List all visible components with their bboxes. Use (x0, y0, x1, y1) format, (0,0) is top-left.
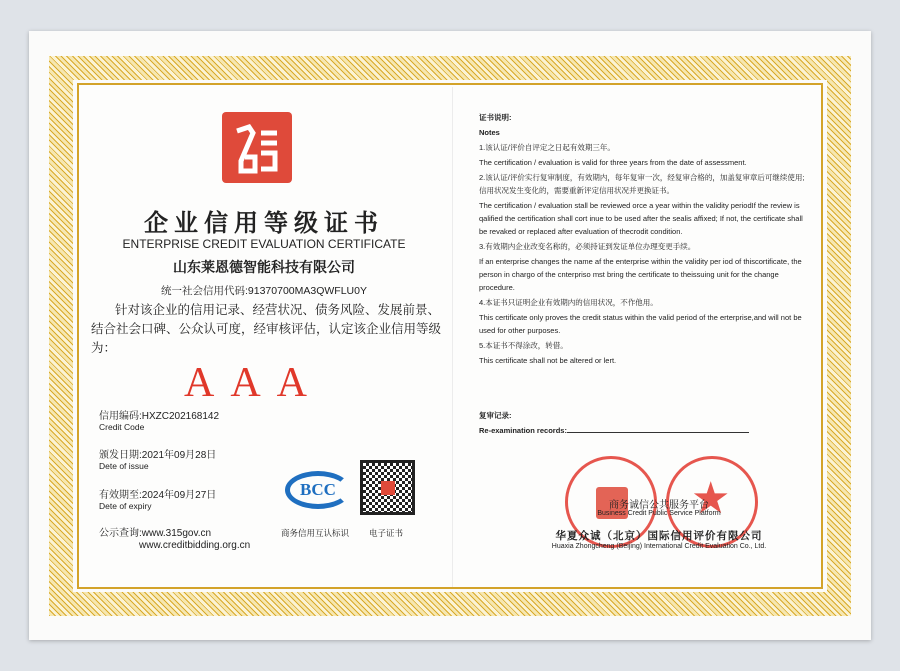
statement (91, 301, 441, 358)
note: 1.该认证/评价自评定之日起有效期三年。 (479, 143, 615, 152)
note: 3.有效期内企业改变名称的，必须持证到发证单位办理变更手续。 (479, 242, 696, 251)
note: If an enterprise changes the name af the enterprise within the validity per iod of thiscortificate, the person in chargo of the cnterpriso mst bring the certificate to theissuing unit for the change procedure. (479, 257, 802, 292)
statement-line: 为： (91, 341, 117, 355)
statement-line: 针对该企业的信用记录、经营状况、债务风险、发展前景、 (115, 303, 441, 317)
notes-heading-en: Notes (479, 128, 500, 137)
certificate-title: 企业信用等级证书 (144, 211, 384, 237)
star-icon: ★ (691, 474, 731, 523)
certificate (29, 31, 871, 640)
issue-date: 颁发日期:2021年09月28日 (99, 450, 217, 461)
note: The certification / evaluation stall be reviewed orce a year within the validity periodIf the review is qalified the certification shall cort inue to be used after the sealis affixed; If not, the certificate shall be revaked or replaced after evaluation of thecrodit condition. (479, 201, 803, 236)
qr-code[interactable] (360, 460, 415, 515)
platform-name: 商务诚信公共服务平台 (609, 500, 709, 511)
notes-heading-cn: 证书说明: (479, 113, 512, 122)
query-site: 公示查询:www.315gov.cn (99, 528, 212, 539)
reexam-heading-en: Re-examination records: (479, 426, 567, 435)
unified-credit-code: 统一社会信用代码:91370700MA3QWFLU0Y (161, 285, 367, 297)
expiry-date: 有效期至:2024年09月27日 (99, 490, 217, 501)
platform-name-en: Business Credit Public Service Platform (597, 510, 721, 517)
credit-code: 信用编码:HXZC202168142 (99, 411, 220, 422)
issuer-name: 华夏众诚（北京）国际信用评价有限公司 (555, 530, 763, 542)
note: This certificate only proves the credit status within the valid period of the erterprise,and will not be used for other purposes. (479, 313, 802, 335)
expiry-date-en: Dete of expiry (99, 501, 152, 511)
credit-code-en: Credit Code (99, 422, 145, 432)
notes-section (479, 111, 809, 369)
issue-date-en: Dete of issue (99, 461, 149, 471)
note: 5.本证书不得涂改，转借。 (479, 341, 568, 350)
statement-line: 结合社会口碑、公众认可度，经审核评估，认定该企业信用等级 (91, 322, 442, 336)
issuer-name-en: Huaxia Zhongcheng (Beijing) International Credit Evaluation Co., Ltd. (551, 543, 767, 550)
credit-logo-icon (222, 112, 292, 183)
certificate-title-en: ENTERPRISE CREDIT EVALUATION CERTIFICATE (122, 237, 406, 251)
note: 4.本证书只证明企业有效期内的信用状况，不作他用。 (479, 298, 658, 307)
note: This certificate shall not be altered or lert. (479, 356, 617, 365)
qr-caption: 电子证书 (369, 528, 404, 538)
bcc-caption: 商务信用互认标识 (281, 528, 350, 538)
reexam-heading-cn: 复审记录: (479, 411, 512, 420)
credit-grade: AAA (184, 360, 323, 406)
reexam-line (567, 432, 749, 433)
note: The certification / evaluation is valid for three years from the date of assessment. (479, 158, 747, 167)
query-site-2: www.creditbidding.org.cn (139, 540, 251, 551)
company-name: 山东莱恩德智能科技有限公司 (173, 259, 355, 275)
fold-line (452, 87, 453, 587)
note: 2.该认证/评价实行复审制度，有效期内，每年复审一次，经复审合格的，加盖复审章后可继续使用;信用状况发生变化的，需要重新评定信用状况并更换证书。 (479, 173, 805, 195)
bcc-logo: BCC (285, 471, 351, 509)
